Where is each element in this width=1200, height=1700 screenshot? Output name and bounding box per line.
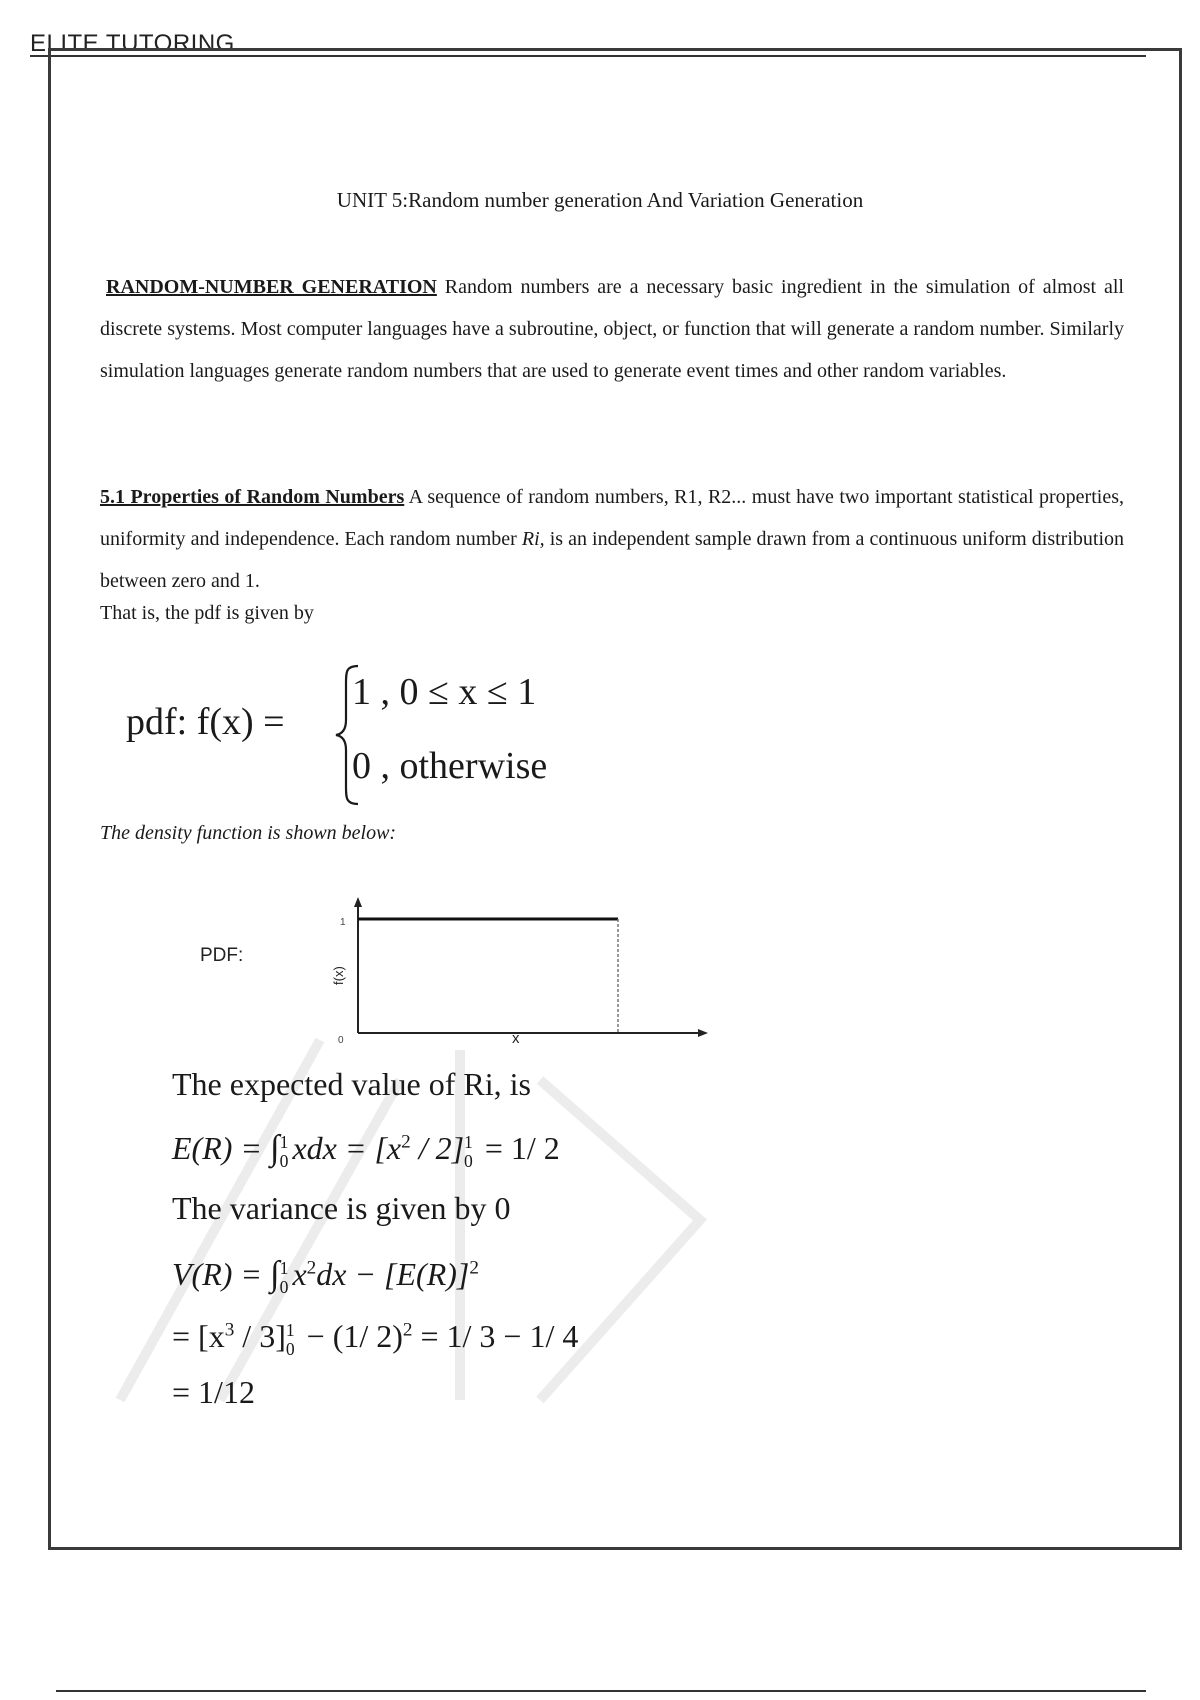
brand-header: ELITE TUTORING xyxy=(30,30,235,57)
exponent: 2 xyxy=(402,1319,413,1341)
footer-rule xyxy=(56,1690,1146,1692)
upper-limit: 1 xyxy=(279,1258,289,1279)
bracket-limits xyxy=(464,1133,473,1170)
y-axis-label: f(x) xyxy=(331,966,346,985)
eq-part: / 3] xyxy=(234,1318,286,1354)
lower-limit: 0 xyxy=(285,1338,295,1359)
variance-equation xyxy=(172,1254,479,1296)
upper-limit: 1 xyxy=(464,1132,473,1153)
unit-title: UNIT 5:Random number generation And Variation Generation xyxy=(336,188,864,212)
variance-step xyxy=(172,1318,578,1358)
formula-case-2: 0 , otherwise xyxy=(352,745,548,787)
exponent: 2 xyxy=(469,1257,479,1279)
eq-rhs: x xyxy=(292,1256,307,1292)
eq-lhs: E(R) = xyxy=(172,1130,270,1166)
x-axis-label: x xyxy=(512,1030,520,1047)
origin-label: 0 xyxy=(338,1035,344,1046)
eq-part: = 1/ 3 − 1/ 4 xyxy=(412,1318,579,1354)
eq-rhs: / 2] xyxy=(410,1130,465,1166)
variance-title: The variance is given by 0 xyxy=(172,1190,511,1226)
exponent: 2 xyxy=(401,1131,411,1153)
lower-limit: 0 xyxy=(279,1276,289,1297)
upper-limit: 1 xyxy=(279,1132,289,1153)
eq-lhs: V(R) = xyxy=(172,1256,270,1292)
integral-sign: ∫ xyxy=(270,1128,280,1167)
variance-result: = 1/12 xyxy=(172,1374,255,1410)
integral-sign: ∫ xyxy=(270,1254,280,1293)
upper-limit: 1 xyxy=(285,1320,295,1341)
exponent: 3 xyxy=(224,1319,235,1341)
paragraph-random-number-generation xyxy=(100,266,1124,392)
eq-part: = [x xyxy=(172,1318,225,1354)
eq-rhs: dx − [E(R)] xyxy=(316,1256,470,1292)
paragraph-properties xyxy=(100,476,1124,602)
formula-case-1: 1 , 0 ≤ x ≤ 1 xyxy=(352,671,537,713)
density-caption: The density function is shown below: xyxy=(100,822,397,844)
paragraph-text: A sequence of random numbers, R1, R2... must have two important statistical properties, uniformity and independence. Each random number xyxy=(100,486,1124,550)
paragraph-text: Random numbers are a necessary basic ingredient in the simulation of almost all discrete systems. Most computer languages have a subroutine, object, or function that will generate a random number. Similarly simulation languages generate random numbers that are used to generate event times and other random variables. xyxy=(100,276,1124,382)
y-top-tick: 1 xyxy=(340,917,346,928)
formula-lhs: pdf: f(x) = xyxy=(126,701,285,743)
paragraph-text: is an independent sample drawn from a continuous uniform distribution between zero and 1. xyxy=(100,528,1125,592)
exponent: 2 xyxy=(306,1257,317,1279)
eq-rhs: xdx = [x xyxy=(292,1130,402,1166)
bracket-limits xyxy=(286,1321,295,1358)
expected-value-title: The expected value of Ri, is xyxy=(172,1066,531,1102)
section-heading: 5.1 Properties of Random Numbers xyxy=(100,486,405,508)
section-heading: RANDOM-NUMBER GENERATION xyxy=(106,276,437,298)
expected-value-equation xyxy=(172,1128,560,1170)
integral-limits xyxy=(280,1133,289,1170)
lower-limit: 0 xyxy=(279,1150,289,1171)
pdf-intro: That is, the pdf is given by xyxy=(100,602,314,624)
ri-term: Ri, xyxy=(521,528,545,550)
eq-part: − (1/ 2) xyxy=(298,1318,403,1354)
lower-limit: 0 xyxy=(464,1150,473,1171)
plot-label: PDF: xyxy=(200,945,244,966)
y-axis-arrow xyxy=(354,897,362,907)
eq-result: = 1/ 2 xyxy=(476,1130,560,1166)
integral-limits xyxy=(280,1259,289,1296)
